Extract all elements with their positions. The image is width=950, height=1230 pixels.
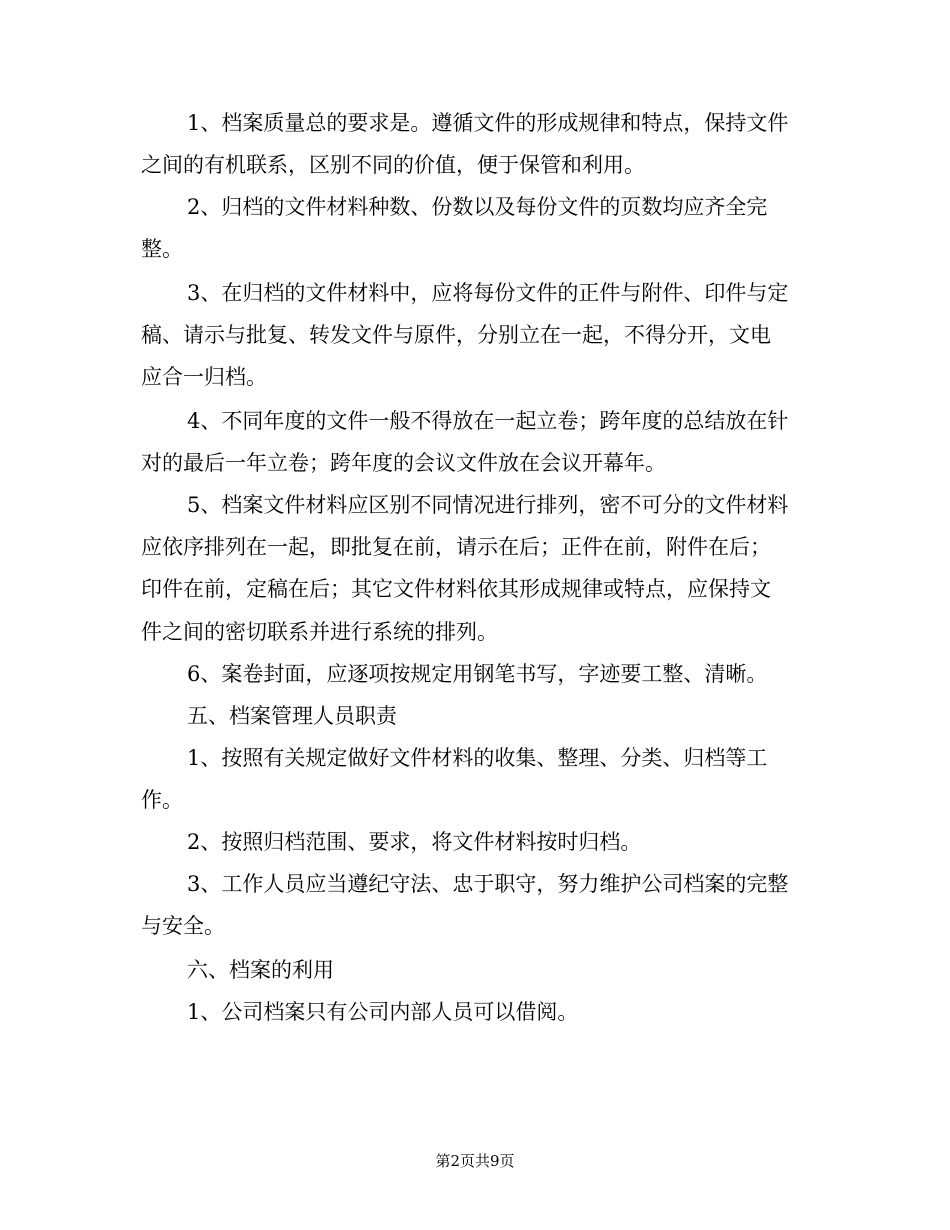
section-heading: 六、档案的利用 — [187, 958, 334, 982]
text-line: 1、档案质量总的要求是。遵循文件的形成规律和特点，保持文件 — [187, 111, 789, 135]
text-line: 2、归档的文件材料种数、份数以及每份文件的页数均应齐全完 — [187, 195, 768, 219]
text-line: 5、档案文件材料应区别不同情况进行排列，密不可分的文件材料 — [187, 493, 789, 517]
text-line: 之间的有机联系，区别不同的价值，便于保管和利用。 — [141, 153, 645, 177]
text-line: 3、工作人员应当遵纪守法、忠于职守，努力维护公司档案的完整 — [187, 872, 789, 896]
text-line: 件之间的密切联系并进行系统的排列。 — [141, 620, 498, 644]
text-line: 对的最后一年立卷；跨年度的会议文件放在会议开幕年。 — [141, 451, 666, 475]
text-line: 与安全。 — [141, 914, 225, 938]
text-line: 6、案卷封面，应逐项按规定用钢笔书写，字迹要工整、清晰。 — [187, 662, 768, 686]
text-line: 1、公司档案只有公司内部人员可以借阅。 — [187, 1000, 579, 1024]
text-line: 1、按照有关规定做好文件材料的收集、整理、分类、归档等工 — [187, 746, 768, 770]
text-line: 应依序排列在一起，即批复在前，请示在后；正件在前，附件在后； — [141, 535, 771, 559]
text-line: 作。 — [141, 788, 183, 812]
text-line: 2、按照归档范围、要求，将文件材料按时归档。 — [187, 830, 642, 854]
text-line: 印件在前，定稿在后；其它文件材料依其形成规律或特点，应保持文 — [141, 577, 771, 601]
text-line: 应合一归档。 — [141, 365, 267, 389]
text-line: 稿、请示与批复、转发文件与原件，分别立在一起，不得分开，文电 — [141, 323, 771, 347]
text-line: 4、不同年度的文件一般不得放在一起立卷；跨年度的总结放在针 — [187, 409, 789, 433]
text-line: 整。 — [141, 237, 183, 261]
section-heading: 五、档案管理人员职责 — [187, 704, 397, 728]
page-number-footer: 第2页共9页 — [435, 1152, 515, 1170]
text-line: 3、在归档的文件材料中，应将每份文件的正件与附件、印件与定 — [187, 281, 789, 305]
